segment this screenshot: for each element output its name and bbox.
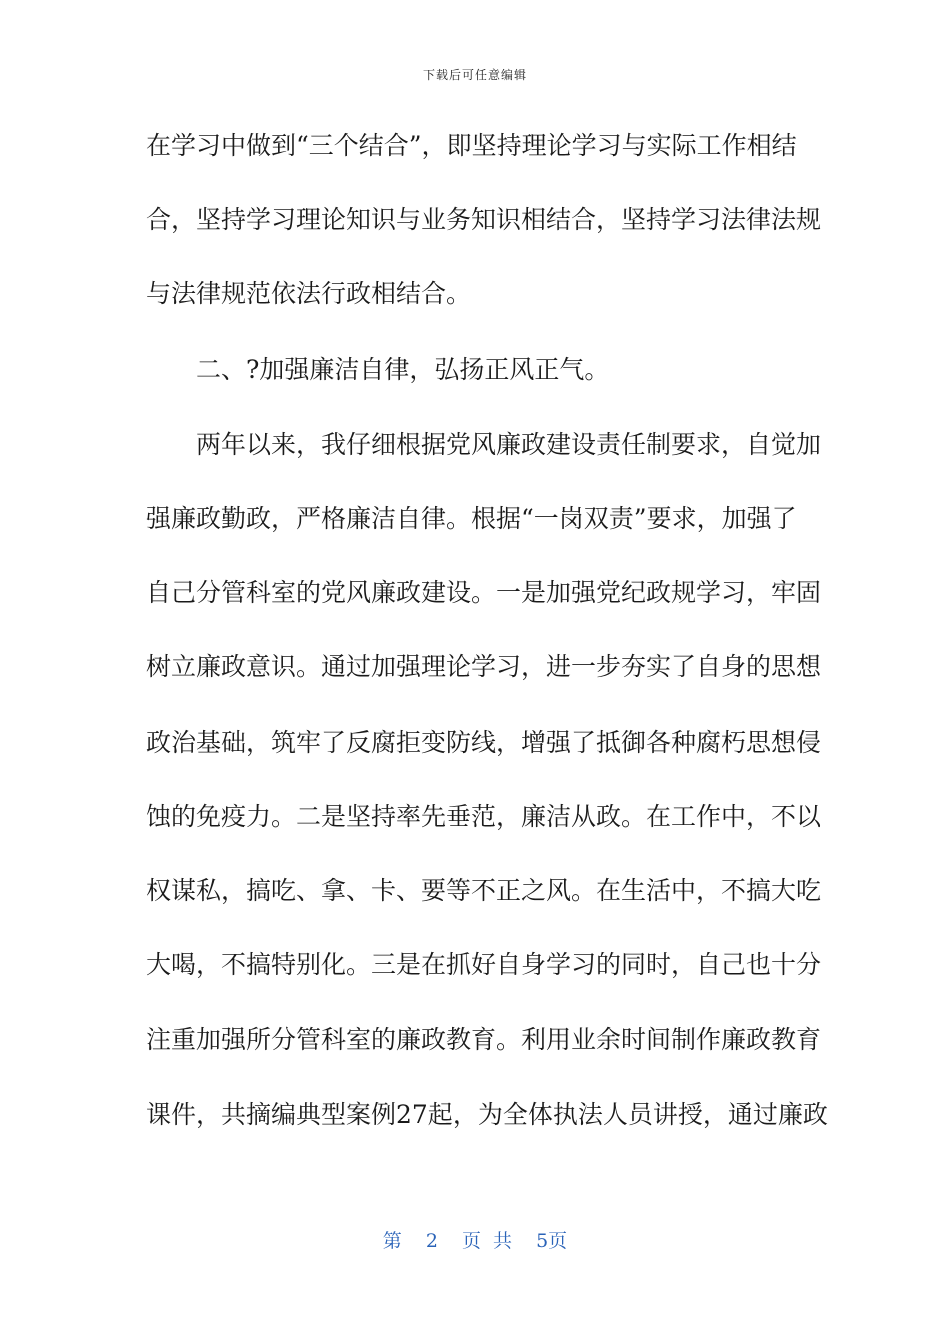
footer-page-number: 2 xyxy=(425,1230,438,1252)
text-line: 合，坚持学习理论知识与业务知识相结合，坚持学习法律法规 xyxy=(146,205,822,234)
text-line: 注重加强所分管科室的廉政教育。利用业余时间制作廉政教育 xyxy=(146,1025,822,1054)
text-line: 在学习中做到“三个结合”，即坚持理论学习与实际工作相结 xyxy=(146,131,797,160)
text-line: 政治基础，筑牢了反腐拒变防线，增强了抵御各种腐朽思想侵 xyxy=(146,728,822,757)
footer-total-pages: 5页 xyxy=(536,1230,568,1252)
text-line: 与法律规范依法行政相结合。 xyxy=(146,279,472,308)
page-header: 下载后可任意编辑 xyxy=(422,68,527,82)
text-line: 树立廉政意识。通过加强理论学习，进一步夯实了自身的思想 xyxy=(146,652,822,681)
section-heading: 二、?加强廉洁自律，弘扬正风正气。 xyxy=(146,355,610,384)
page-footer xyxy=(0,1226,950,1253)
text-line: 强廉政勤政，严格廉洁自律。根据“一岗双责”要求，加强了 xyxy=(146,504,797,533)
text-line: 大喝，不搞特别化。三是在抓好自身学习的同时，自己也十分 xyxy=(146,950,822,979)
text-line: 权谋私，搞吃、拿、卡、要等不正之风。在生活中，不搞大吃 xyxy=(146,876,822,905)
footer-prefix: 第 xyxy=(382,1230,402,1252)
text-line: 蚀的免疫力。二是坚持率先垂范，廉洁从政。在工作中，不以 xyxy=(146,802,822,831)
footer-middle: 页 共 xyxy=(462,1230,513,1252)
text-line: 两年以来，我仔细根据党风廉政建设责任制要求，自觉加 xyxy=(146,430,822,459)
text-line: 课件，共摘编典型案例27起，为全体执法人员讲授，通过廉政 xyxy=(146,1100,828,1129)
text-line: 自己分管科室的党风廉政建设。一是加强党纪政规学习，牢固 xyxy=(146,578,822,607)
